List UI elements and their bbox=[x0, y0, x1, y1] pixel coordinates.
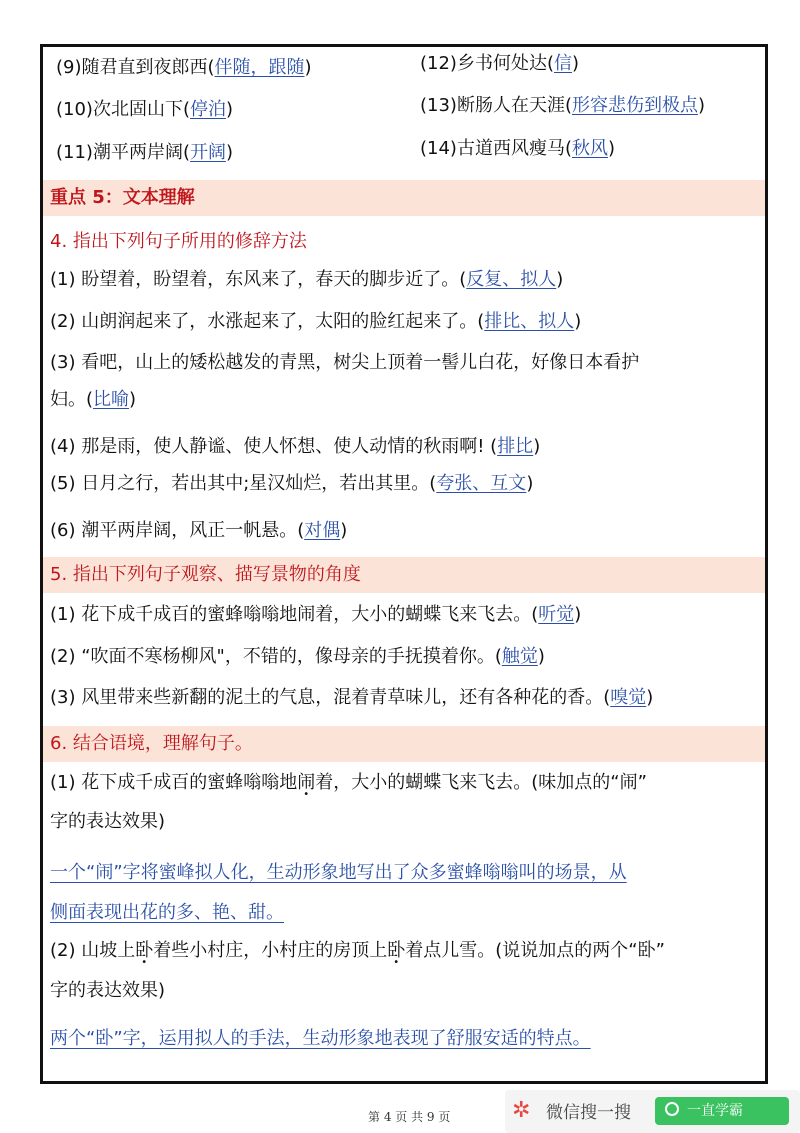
q4-answer: 反复、拟人 bbox=[466, 269, 557, 290]
q5-answer: 触觉 bbox=[501, 646, 538, 667]
q5-answer: 嗅觉 bbox=[610, 687, 647, 708]
vocab-answer: 伴随，跟随 bbox=[214, 57, 305, 78]
q4-item-1: (1) 盼望着，盼望着，东风来了，春天的脚步近了。(反复、拟人) bbox=[50, 269, 564, 290]
q4-answer: 排比 bbox=[497, 436, 534, 457]
vocab-item-11: (11)潮平两岸阔(开阔) bbox=[56, 142, 234, 163]
vocab-answer: 信 bbox=[553, 53, 572, 74]
q6-answer-1-line2: 侧面表现出花的多、艳、甜。 bbox=[50, 902, 284, 923]
search-button-label: 一直学霸 bbox=[687, 1103, 743, 1119]
q6-item-1-line1: (1) 花下成千成百的蜜蜂嗡嗡地闹着，大小的蝴蝶飞来飞去。(味加点的“闹” bbox=[50, 772, 647, 793]
vocab-item-14: (14)古道西风瘦马(秋风) bbox=[420, 138, 616, 159]
q4-answer: 排比、拟人 bbox=[484, 311, 575, 332]
vocab-answer: 形容悲伤到极点 bbox=[571, 95, 698, 116]
q6-item-1-line2: 字的表达效果) bbox=[50, 811, 166, 832]
q4-item-6: (6) 潮平两岸阔，风正一帆悬。(对偶) bbox=[50, 520, 348, 541]
q4-item-3-line1: (3) 看吧，山上的矮松越发的青黑，树尖上顶着一髻儿白花，好像日本看护 bbox=[50, 352, 640, 373]
wechat-search-icon: ✲ bbox=[512, 1098, 531, 1123]
q6-item-2-line2: 字的表达效果) bbox=[50, 980, 166, 1001]
emphasis-dot-char: 卧 bbox=[387, 940, 406, 961]
q4-answer: 对偶 bbox=[304, 520, 341, 541]
q4-item-2: (2) 山朗润起来了，水涨起来了，太阳的脸红起来了。(排比、拟人) bbox=[50, 311, 582, 332]
vocab-answer: 秋风 bbox=[571, 138, 608, 159]
q4-item-5: (5) 日月之行，若出其中;星汉灿烂，若出其里。(夸张、互文) bbox=[50, 473, 534, 494]
vocab-item-10: (10)次北固山下(停泊) bbox=[56, 99, 234, 120]
q6-item-2-line1: (2) 山坡上卧着些小村庄，小村庄的房顶上卧着点儿雪。(说说加点的两个“卧” bbox=[50, 940, 665, 961]
question-6-title: 6. 结合语境，理解句子。 bbox=[50, 733, 253, 754]
vocab-item-12: (12)乡书何处达(信) bbox=[420, 53, 580, 74]
vocab-item-13: (13)断肠人在天涯(形容悲伤到极点) bbox=[420, 95, 706, 116]
q5-item-3: (3) 风里带来些新翻的泥土的气息，混着青草味儿，还有各种花的香。(嗅觉) bbox=[50, 687, 654, 708]
page-number: 第 4 页 共 9 页 bbox=[368, 1110, 451, 1124]
q5-item-2: (2) “吹面不寒杨柳风"，不错的，像母亲的手抚摸着你。(触觉) bbox=[50, 646, 545, 667]
q4-answer: 夸张、互文 bbox=[436, 473, 527, 494]
section-heading: 重点 5：文本理解 bbox=[50, 187, 195, 208]
q5-answer: 听觉 bbox=[538, 604, 575, 625]
vocab-item-9: (9)随君直到夜郎西(伴随，跟随) bbox=[56, 57, 312, 78]
vocab-answer: 开阔 bbox=[189, 142, 226, 163]
q5-item-1: (1) 花下成千成百的蜜蜂嗡嗡地闹着，大小的蝴蝶飞来飞去。(听觉) bbox=[50, 604, 582, 625]
q4-item-4: (4) 那是雨，使人静谧、使人怀想、使人动情的秋雨啊! (排比) bbox=[50, 436, 541, 457]
q4-item-3-line2: 妇。(比喻) bbox=[50, 389, 137, 410]
emphasis-dot-char: 卧 bbox=[135, 940, 154, 961]
q6-answer-1-line1: 一个“闹”字将蜜峰拟人化，生动形象地写出了众多蜜蜂嗡嗡叫的场景，从 bbox=[50, 862, 627, 883]
emphasis-dot-char: 闹 bbox=[297, 772, 316, 793]
q6-answer-2: 两个“卧”字，运用拟人的手法，生动形象地表现了舒服安适的特点。 bbox=[50, 1028, 591, 1049]
search-icon bbox=[665, 1102, 679, 1116]
question-4-title: 4. 指出下列句子所用的修辞方法 bbox=[50, 231, 307, 252]
question-5-title: 5. 指出下列句子观察、描写景物的角度 bbox=[50, 564, 361, 585]
search-button[interactable] bbox=[655, 1097, 789, 1125]
vocab-answer: 停泊 bbox=[189, 99, 226, 120]
q4-answer: 比喻 bbox=[93, 389, 130, 410]
wechat-search-label: 微信搜一搜 bbox=[546, 1103, 631, 1123]
